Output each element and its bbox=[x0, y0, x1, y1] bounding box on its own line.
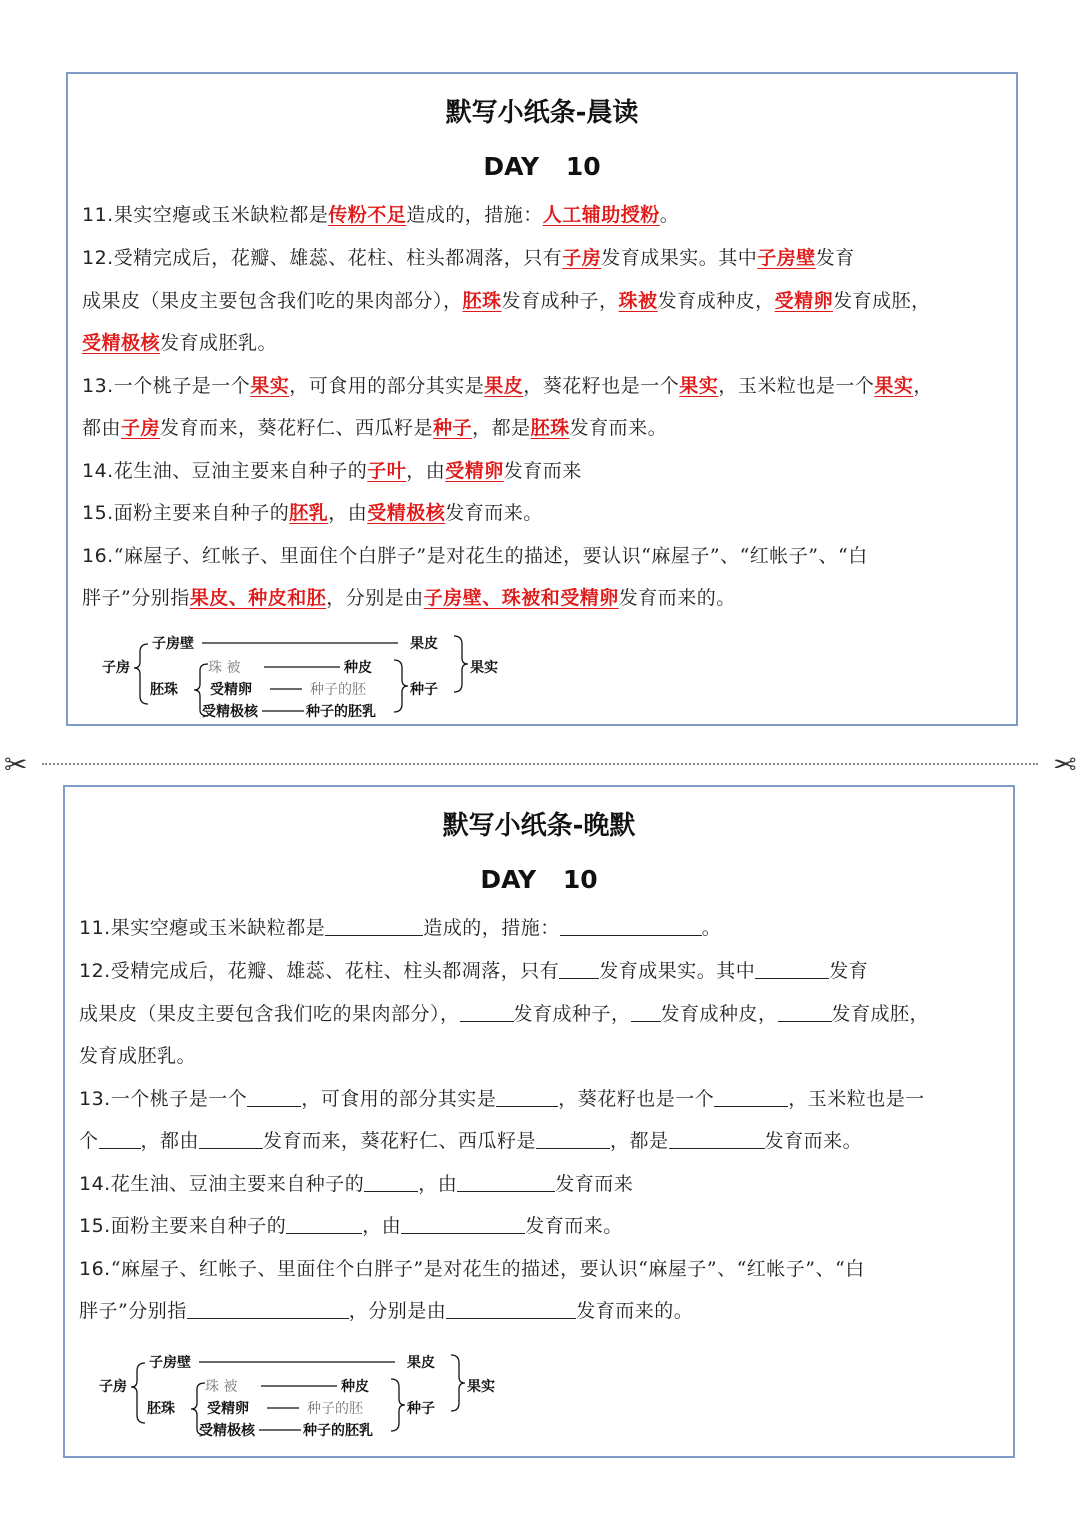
diagram-seed: 种子 bbox=[410, 682, 438, 698]
question-16: 16.“麻屋子、红帐子、里面住个白胖子”是对花生的描述，要认识“麻屋子”、“红帐子”、“白 bbox=[82, 545, 868, 567]
diagram-ovary: 子房 bbox=[102, 660, 130, 676]
diagram-zygote: 受精卵 bbox=[210, 682, 252, 698]
question-12: 12.受精完成后，花瓣、雄蕊、花柱、柱头都凋落，只有 发育成果实。其中 发育 bbox=[79, 960, 869, 982]
answer-blank[interactable] bbox=[755, 958, 829, 979]
answer: 传粉不足 bbox=[328, 204, 407, 226]
morning-note-card bbox=[66, 72, 1018, 726]
question-16: 16.“麻屋子、红帐子、里面住个白胖子”是对花生的描述，要认识“麻屋子”、“红帐子”、“白 bbox=[79, 1258, 865, 1280]
answer-blank[interactable] bbox=[325, 915, 423, 936]
answer: 果实 bbox=[250, 375, 290, 397]
diagram-polar-nucleus: 受精极核 bbox=[202, 704, 258, 720]
question-12: 12.受精完成后，花瓣、雄蕊、花柱、柱头都凋落，只有子房发育成果实。其中子房壁发育 bbox=[82, 247, 855, 269]
answer: 受精卵 bbox=[445, 460, 504, 482]
answer-blank[interactable] bbox=[286, 1213, 362, 1234]
diagram-pericarp: 果皮 bbox=[407, 1355, 435, 1371]
answer: 胚珠 bbox=[530, 417, 570, 439]
cut-line bbox=[0, 748, 1080, 781]
answer: 子房 bbox=[121, 417, 161, 439]
answer-blank[interactable] bbox=[401, 1213, 525, 1234]
question-12-end: 发育成胚乳。 bbox=[79, 1045, 197, 1067]
diagram-fruit: 果实 bbox=[467, 1379, 495, 1395]
question-12-cont: 成果皮（果皮主要包含我们吃的果肉部分）， 发育成种子， 发育成种皮， 发育成胚， bbox=[79, 1003, 930, 1025]
answer-blank[interactable] bbox=[714, 1086, 788, 1107]
answer: 子房壁、珠被和受精卵 bbox=[423, 587, 619, 609]
answer: 子房壁 bbox=[757, 247, 816, 269]
diagram-ovule: 胚珠 bbox=[147, 1401, 175, 1417]
answer-blank[interactable] bbox=[778, 1001, 832, 1022]
diagram-endosperm: 种子的胚乳 bbox=[303, 1423, 373, 1439]
answer: 珠被 bbox=[618, 290, 658, 312]
question-15: 15.面粉主要来自种子的胚乳，由受精极核发育而来。 bbox=[82, 502, 543, 524]
question-13: 13.一个桃子是一个果实，可食用的部分其实是果皮，葵花籽也是一个果实，玉米粒也是一个果实， bbox=[82, 375, 933, 397]
question-16-cont: 胖子”分别指 ，分别是由 发育而来的。 bbox=[79, 1300, 694, 1322]
answer: 子叶 bbox=[367, 460, 407, 482]
diagram-embryo: 种子的胚 bbox=[310, 682, 366, 698]
answer: 胚乳 bbox=[289, 502, 329, 524]
question-13-cont: 个 ，都由 发育而来，葵花籽仁、西瓜籽是 ，都是 发育而来。 bbox=[79, 1130, 863, 1152]
question-13-cont: 都由子房发育而来，葵花籽仁、西瓜籽是种子，都是胚珠发育而来。 bbox=[82, 417, 668, 439]
dotted-divider bbox=[42, 763, 1038, 765]
card-title: 默写小纸条-晨读 bbox=[445, 98, 639, 128]
answer-blank[interactable] bbox=[631, 1001, 661, 1022]
answer-blank[interactable] bbox=[559, 958, 599, 979]
diagram-endosperm: 种子的胚乳 bbox=[306, 704, 376, 720]
answer: 果皮、种皮和胚 bbox=[189, 587, 327, 609]
answer: 果实 bbox=[679, 375, 719, 397]
answer-blank[interactable] bbox=[560, 915, 702, 936]
diagram-integument: 珠 被 bbox=[208, 660, 241, 676]
answer-blank[interactable] bbox=[536, 1128, 610, 1149]
diagram-seed-coat: 种皮 bbox=[344, 660, 372, 676]
day-label: DAY 10 bbox=[480, 865, 598, 894]
diagram-seed-coat: 种皮 bbox=[341, 1379, 369, 1395]
diagram-zygote: 受精卵 bbox=[207, 1401, 249, 1417]
answer-blank[interactable] bbox=[187, 1298, 349, 1319]
answer-blank[interactable] bbox=[99, 1128, 141, 1149]
day-label: DAY 10 bbox=[483, 152, 601, 181]
question-16-cont: 胖子”分别指果皮、种皮和胚，分别是由子房壁、珠被和受精卵发育而来的。 bbox=[82, 587, 736, 609]
answer-blank[interactable] bbox=[460, 1001, 514, 1022]
development-diagram bbox=[98, 630, 518, 720]
question-13: 13.一个桃子是一个 ，可食用的部分其实是 ，葵花籽也是一个 ，玉米粒也是一 bbox=[79, 1088, 925, 1110]
answer: 子房 bbox=[562, 247, 602, 269]
answer: 受精极核 bbox=[82, 332, 161, 354]
answer-blank[interactable] bbox=[247, 1086, 301, 1107]
evening-note-card bbox=[63, 785, 1015, 1458]
question-11: 11.果实空瘪或玉米缺粒都是传粉不足造成的，措施：人工辅助授粉。 bbox=[82, 204, 680, 226]
answer: 果实 bbox=[874, 375, 914, 397]
scissors-icon: ✂ bbox=[1052, 748, 1076, 781]
diagram-pericarp: 果皮 bbox=[410, 636, 438, 652]
answer: 受精极核 bbox=[367, 502, 446, 524]
answer-blank[interactable] bbox=[364, 1171, 418, 1192]
question-12-end: 受精极核发育成胚乳。 bbox=[82, 332, 278, 354]
answer-blank[interactable] bbox=[199, 1128, 263, 1149]
diagram-fruit: 果实 bbox=[470, 660, 498, 676]
card-title: 默写小纸条-晚默 bbox=[442, 811, 636, 841]
answer: 受精卵 bbox=[774, 290, 834, 312]
diagram-ovule: 胚珠 bbox=[150, 682, 178, 698]
diagram-ovary-wall: 子房壁 bbox=[152, 636, 194, 652]
scissors-icon: ✂ bbox=[4, 748, 28, 781]
answer-blank[interactable] bbox=[669, 1128, 765, 1149]
diagram-ovary: 子房 bbox=[99, 1379, 127, 1395]
answer: 种子 bbox=[433, 417, 473, 439]
question-14: 14.花生油、豆油主要来自种子的子叶，由受精卵发育而来 bbox=[82, 460, 582, 482]
development-diagram bbox=[95, 1349, 515, 1439]
answer-blank[interactable] bbox=[446, 1298, 576, 1319]
answer: 人工辅助授粉 bbox=[542, 204, 660, 226]
question-14: 14.花生油、豆油主要来自种子的 ，由 发育而来 bbox=[79, 1173, 634, 1195]
answer-blank[interactable] bbox=[496, 1086, 558, 1107]
diagram-integument: 珠 被 bbox=[205, 1379, 238, 1395]
answer-blank[interactable] bbox=[457, 1171, 555, 1192]
question-11: 11.果实空瘪或玉米缺粒都是 造成的，措施： 。 bbox=[79, 917, 722, 939]
diagram-polar-nucleus: 受精极核 bbox=[199, 1423, 255, 1439]
answer: 胚珠 bbox=[462, 290, 502, 312]
diagram-embryo: 种子的胚 bbox=[307, 1401, 363, 1417]
diagram-ovary-wall: 子房壁 bbox=[149, 1355, 191, 1371]
diagram-seed: 种子 bbox=[407, 1401, 435, 1417]
answer: 果皮 bbox=[484, 375, 524, 397]
question-12-cont: 成果皮（果皮主要包含我们吃的果肉部分），胚珠发育成种子，珠被发育成种皮，受精卵发育成胚， bbox=[82, 290, 931, 312]
question-15: 15.面粉主要来自种子的 ，由 发育而来。 bbox=[79, 1215, 623, 1237]
